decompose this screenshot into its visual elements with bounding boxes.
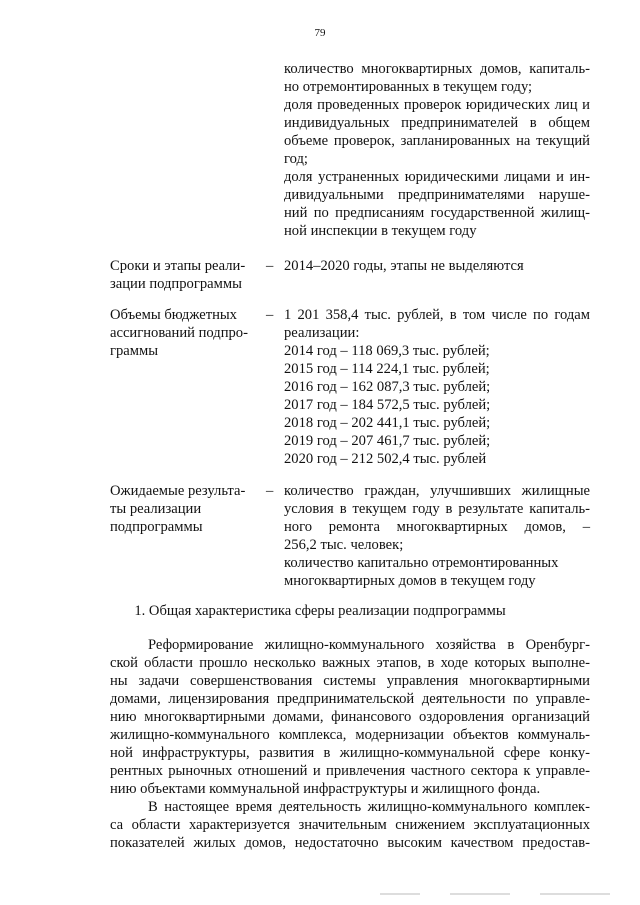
paragraph-line: нию объектами коммунальной инфраструктуры и жилищного фонда.	[110, 781, 541, 797]
budget-year-line: 2014 год – 118 069,3 тыс. рублей;	[284, 343, 490, 359]
indicator-line: дивидуальными предпринимателями наруше-	[284, 187, 590, 203]
paragraph-line: показателей жилых домов, недостаточно высоким качеством предостав-	[110, 835, 590, 851]
row-value-line: многоквартирных домов в текущем году	[284, 573, 536, 589]
budget-year-line: 2020 год – 212 502,4 тыс. рублей	[284, 451, 487, 467]
row-value-line: реализации:	[284, 325, 360, 341]
row-value-line: 2014–2020 годы, этапы не выделяются	[284, 258, 524, 274]
paragraph-line: са области характеризуется значительным снижением эксплуатационных	[110, 817, 590, 833]
paragraph-line: домами, лицензирования предпринимательской деятельности по управле-	[110, 691, 590, 707]
row-value-line: ного ремонта многоквартирных домов, –	[284, 519, 590, 535]
indicator-line: индивидуальных предпринимателей в общем	[284, 115, 590, 131]
scan-mark	[380, 893, 420, 895]
budget-year-line: 2016 год – 162 087,3 тыс. рублей;	[284, 379, 491, 395]
indicator-line: доля проведенных проверок юридических лиц и	[284, 97, 590, 113]
budget-year-line: 2019 год – 207 461,7 тыс. рублей;	[284, 433, 491, 449]
row-label-line: ассигнований подпро-	[110, 325, 248, 341]
row-dash: –	[266, 258, 274, 274]
indicator-line: но отремонтированных в текущем году;	[284, 79, 533, 95]
budget-year-line: 2017 год – 184 572,5 тыс. рублей;	[284, 397, 491, 413]
row-label-line: граммы	[110, 343, 159, 359]
paragraph-line: В настоящее время деятельность жилищно-коммунального комплек-	[148, 799, 590, 815]
indicator-line: ний по предписаниям государственной жилищ-	[284, 205, 590, 221]
paragraph-line: жилищно-коммунального комплекса, модернизации объектов коммуналь-	[110, 727, 590, 743]
row-label-line: подпрограммы	[110, 519, 203, 535]
row-label-line: зации подпрограммы	[110, 276, 242, 292]
indicator-line: количество многоквартирных домов, капиталь-	[284, 61, 590, 77]
paragraph-line: нию многоквартирными домами, финансового оздоровления организаций	[110, 709, 590, 725]
indicator-line: доля устраненных юридическими лицами и ин-	[284, 169, 590, 185]
paragraph-line: ской области прошло несколько важных этапов, в ходе которых выполне-	[110, 655, 590, 671]
row-value-line: количество капитально отремонтированных	[284, 555, 559, 571]
row-dash: –	[266, 483, 274, 499]
paragraph-line: Реформирование жилищно-коммунального хозяйства в Оренбург-	[148, 637, 590, 653]
scan-mark	[540, 893, 610, 895]
budget-year-line: 2018 год – 202 441,1 тыс. рублей;	[284, 415, 491, 431]
row-label-line: Сроки и этапы реали-	[110, 258, 246, 274]
paragraph-line: рентных рыночных отношений и привлечения частного сектора к управле-	[110, 763, 590, 779]
indicator-line: год;	[284, 151, 308, 167]
row-label-line: Ожидаемые результа-	[110, 483, 246, 499]
row-value-line: условия в текущем году в результате капиталь-	[284, 501, 590, 517]
row-label-line: ты реализации	[110, 501, 202, 517]
budget-year-line: 2015 год – 114 224,1 тыс. рублей;	[284, 361, 490, 377]
row-value-line: 256,2 тыс. человек;	[284, 537, 404, 553]
page-number: 79	[314, 27, 326, 39]
section-heading: 1. Общая характеристика сферы реализации подпрограммы	[134, 603, 506, 619]
row-dash: –	[266, 307, 274, 323]
row-label-line: Объемы бюджетных	[110, 307, 237, 323]
paragraph-line: ной инфраструктуры, развития в жилищно-коммунальной сфере конку-	[110, 745, 590, 761]
row-value-line: 1 201 358,4 тыс. рублей, в том числе по годам	[284, 307, 590, 323]
row-value-line: количество граждан, улучшивших жилищные	[284, 483, 590, 499]
indicator-line: ной инспекции в текущем году	[284, 223, 477, 239]
scan-mark	[450, 893, 510, 895]
indicator-line: объеме проверок, запланированных на текущий	[284, 133, 590, 149]
paragraph-line: ны задачи совершенствования системы управления многоквартирными	[110, 673, 590, 689]
